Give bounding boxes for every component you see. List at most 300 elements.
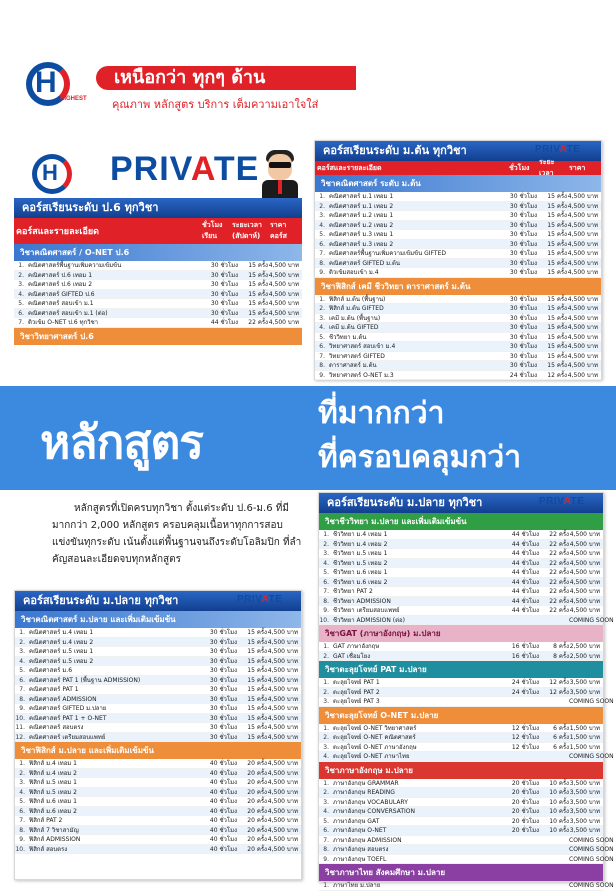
course-price: 4,500 บาท <box>569 540 600 548</box>
section-header: วิชาคณิตศาสตร์ / O-NET ป.6 <box>14 244 302 261</box>
banner-left: หลักสูตร <box>40 415 204 469</box>
course-hours: 30 ชั่วโมง <box>209 676 237 684</box>
course-name: ฟิสิกส์ 7 วิชาสามัญ <box>29 826 79 834</box>
course-hours: 12 ชั่วโมง <box>511 743 539 751</box>
headline-banner <box>0 386 616 490</box>
course-price: 4,500 บาท <box>267 724 298 731</box>
course-hours: 44 ชั่วโมง <box>511 578 539 586</box>
row-number: 3. <box>323 698 329 705</box>
brand-logo <box>26 62 88 106</box>
course-name: คณิตศาสตร์ ม.2 เทอม 2 <box>329 221 394 229</box>
course-name: คณิตศาสตร์ ม.1 เทอม 1 <box>329 193 394 200</box>
row-number: 7. <box>319 352 325 360</box>
row-number: 2. <box>319 305 325 312</box>
course-hours <box>509 616 539 625</box>
course-row <box>319 845 614 855</box>
course-price: 4,500 บาท <box>569 531 600 538</box>
course-hours: 30 ชั่วโมง <box>210 271 238 279</box>
mplai-left-sections <box>15 611 301 854</box>
course-name: ชีววิทยา เตรียมสอบแพทย์ <box>333 607 400 614</box>
course-name: คณิตศาสตร์ ม.1 เทอม 2 <box>329 202 394 210</box>
course-name: ชีววิทยา PAT 2 <box>333 588 373 595</box>
course-hours: 30 ชั่วโมง <box>509 221 537 229</box>
p6-course-panel <box>14 140 302 382</box>
course-hours: 30 ชั่วโมง <box>509 295 537 303</box>
course-price: 3,500 บาท <box>569 789 600 796</box>
course-name: คณิตศาสตร์ เตรียมสอบแพทย์ <box>29 733 106 741</box>
row-number: 3. <box>319 314 325 322</box>
course-weeks: 6 ครั้ง <box>553 734 569 741</box>
row-number: 1. <box>19 760 25 767</box>
course-row <box>315 352 601 362</box>
course-row <box>319 597 603 607</box>
course-name: ฟิสิกส์ ADMISSION <box>29 836 81 843</box>
course-weeks: 15 ครั้ง <box>247 714 267 722</box>
course-row <box>319 652 603 662</box>
course-hours: 30 ชั่วโมง <box>210 290 238 298</box>
logo-letter: H <box>35 66 57 99</box>
course-name: คณิตศาสตร์ สอบเข้า ม.1 <box>28 300 94 307</box>
col-price: ราคาคอร์ส <box>270 221 287 240</box>
row-number: 2. <box>323 688 329 696</box>
row-number: 2. <box>19 638 25 646</box>
course-weeks <box>539 836 569 845</box>
course-hours: 20 ชั่วโมง <box>511 789 539 796</box>
course-weeks: 15 ครั้ง <box>248 290 268 298</box>
course-name: ภาษาไทย ม.ปลาย <box>333 882 381 889</box>
row-number: 4. <box>323 559 329 567</box>
section-header: วิชาชีววิทยา ม.ปลาย และเพิ่มเติมเข้มข้น <box>319 513 603 530</box>
course-name: ฟิสิกส์ ม.6 เทอม 2 <box>29 807 77 815</box>
course-row <box>319 798 603 808</box>
course-price: 4,500 บาท <box>567 352 598 360</box>
course-weeks: 12 ครั้ง <box>549 679 569 686</box>
panel-title: คอร์สเรียนระดับ ป.6 ทุกวิชา <box>14 198 302 218</box>
course-price: 4,500 บาท <box>567 269 598 276</box>
course-row <box>319 826 603 836</box>
course-name: คณิตศาสตร์ GIFTED ม.ต้น <box>329 259 400 267</box>
course-price: 4,500 บาท <box>569 559 600 567</box>
course-weeks: 8 ครั้ง <box>553 643 569 650</box>
course-price: 3,500 บาท <box>569 827 600 834</box>
course-weeks: 15 ครั้ง <box>247 676 267 684</box>
course-row <box>319 642 603 652</box>
course-price: 4,500 บาท <box>267 760 298 767</box>
row-number: 5. <box>319 231 325 238</box>
course-row <box>319 697 614 707</box>
course-hours: 12 ชั่วโมง <box>511 724 539 732</box>
course-name: ภาษาอังกฤษ สอบตรง <box>333 846 389 853</box>
course-row <box>15 835 301 845</box>
course-row <box>315 342 601 352</box>
course-hours: 30 ชั่วโมง <box>209 714 237 722</box>
course-hours: 30 ชั่วโมง <box>209 686 237 693</box>
course-hours: 30 ชั่วโมง <box>509 352 537 360</box>
course-row <box>315 371 601 381</box>
course-row <box>14 290 302 300</box>
course-row <box>319 688 603 698</box>
course-weeks: 15 ครั้ง <box>247 724 267 731</box>
course-row <box>15 845 301 855</box>
course-hours: 30 ชั่วโมง <box>509 314 537 322</box>
course-weeks: 15 ครั้ง <box>247 657 267 665</box>
course-weeks: 15 ครั้ง <box>247 648 267 655</box>
course-hours: 40 ชั่วโมง <box>209 760 237 767</box>
table-header <box>14 218 302 244</box>
course-name: ฟิสิกส์ ม.5 เทอม 2 <box>29 788 77 796</box>
course-weeks <box>539 845 569 854</box>
course-hours: 30 ชั่วโมง <box>509 202 537 210</box>
course-name: คณิตศาสตร์ ม.5 เทอม 1 <box>29 648 94 655</box>
course-row <box>15 733 301 743</box>
course-row <box>14 271 302 281</box>
row-number: 3. <box>323 550 329 557</box>
course-weeks: 15 ครั้ง <box>247 686 267 693</box>
course-hours: 30 ชั่วโมง <box>209 657 237 665</box>
course-row <box>15 723 301 733</box>
row-number: 2. <box>18 271 24 279</box>
course-name: ชีววิทยา ADMISSION <box>333 597 391 605</box>
course-weeks: 15 ครั้ง <box>248 309 268 317</box>
row-number: 4. <box>19 788 25 796</box>
course-hours: 30 ชั่วโมง <box>509 212 537 219</box>
row-number: 1. <box>319 295 325 303</box>
course-weeks: 15 ครั้ง <box>547 193 567 200</box>
col-weeks: ระยะเวลา (สัปดาห์) <box>232 221 262 240</box>
course-name: ภาษาอังกฤษ GRAMMAR <box>333 779 399 787</box>
row-number: 12. <box>15 733 25 741</box>
course-weeks: 22 ครั้ง <box>549 569 569 576</box>
intro-paragraph: หลักสูตรที่เปิดครบทุกวิชา ตั้งแต่ระดับ ป.6-ม.6 ที่มีมากกว่า 2,000 หลักสูตร ครอบคลุมเนื้อหาทุกการสอบแข่งขันทุกระดับ เน้นตั้งแต่พื้นฐานจนถึงระดับโอลิมปิก ที่ลำคัญสอนละเอียดจบทุกหลักสูตร <box>52 503 302 565</box>
course-price: 4,500 บาท <box>569 550 600 557</box>
course-name: วิทยาศาสตร์ GIFTED <box>329 352 385 360</box>
course-row <box>319 855 614 865</box>
course-row <box>319 788 603 798</box>
course-name: คณิตศาสตร์ PAT 1 + O-NET <box>29 714 107 722</box>
course-price: 4,500 บาท <box>567 231 598 238</box>
course-weeks <box>539 752 569 761</box>
course-hours: 30 ชั่วโมง <box>509 305 537 312</box>
course-row <box>15 685 301 695</box>
course-name: ชีววิทยา ม.6 เทอม 1 <box>333 569 388 576</box>
course-row <box>319 807 603 817</box>
row-number: 3. <box>319 212 325 219</box>
row-number: 8. <box>19 826 25 834</box>
course-name: ชีววิทยา ม.6 เทอม 2 <box>333 578 388 586</box>
course-price: 4,500 บาท <box>267 714 298 722</box>
course-name: คณิตศาสตร์ ป.6 เทอม 2 <box>28 281 93 288</box>
course-weeks: 20 ครั้ง <box>247 836 267 843</box>
row-number: 6. <box>19 807 25 815</box>
course-row <box>15 676 301 686</box>
course-row <box>14 299 302 309</box>
row-number: 7. <box>319 250 325 257</box>
private-badge: PRIVATE <box>539 496 585 507</box>
course-hours: 30 ชั่วโมง <box>509 333 537 341</box>
section-header: วิชาฟิสิกส์ ม.ปลาย และเพิ่มเติมเข้มข้น <box>15 742 301 759</box>
course-hours: 30 ชั่วโมง <box>509 362 537 369</box>
row-number: 1. <box>323 531 329 538</box>
course-hours <box>509 836 539 845</box>
course-row <box>319 752 614 762</box>
course-price: 1,500 บาท <box>569 734 600 741</box>
course-weeks: 22 ครั้ง <box>549 607 569 614</box>
row-number: 3. <box>18 281 24 288</box>
course-name: ชีววิทยา ม.4 เทอม 1 <box>333 531 388 538</box>
course-hours <box>509 752 539 761</box>
course-name: ฟิสิกส์ ม.ต้น (พื้นฐาน) <box>329 295 386 303</box>
course-price: 4,500 บาท <box>267 686 298 693</box>
course-price: COMING SOON <box>569 855 614 863</box>
course-hours: 24 ชั่วโมง <box>511 688 539 696</box>
course-price: 4,500 บาท <box>267 807 298 815</box>
row-number: 5. <box>19 667 25 674</box>
course-name: ฟิสิกส์ ม.6 เทอม 1 <box>29 798 77 805</box>
course-price: 4,500 บาท <box>268 281 299 288</box>
course-row <box>319 881 614 891</box>
course-price: 3,500 บาท <box>569 779 600 787</box>
course-weeks: 22 ครั้ง <box>549 559 569 567</box>
slogan: เหนือกว่า ทุกๆ ด้าน <box>96 66 356 90</box>
course-hours: 30 ชั่วโมง <box>509 343 537 350</box>
course-row <box>319 733 603 743</box>
course-name: คณิตศาสตร์พื้นฐานเพิ่มความเข้มข้น GIFTED <box>329 250 446 257</box>
course-weeks: 20 ครั้ง <box>247 779 267 786</box>
course-price: 4,500 บาท <box>267 705 298 712</box>
col-hours: ชั่วโมง <box>509 163 530 172</box>
course-row <box>319 530 603 540</box>
row-number: 1. <box>323 779 329 787</box>
row-number: 1. <box>18 262 24 269</box>
course-row <box>319 724 603 734</box>
row-number: 9. <box>323 607 329 614</box>
course-weeks: 10 ครั้ง <box>549 798 569 806</box>
course-hours: 30 ชั่วโมง <box>210 262 238 269</box>
course-weeks: 22 ครั้ง <box>549 550 569 557</box>
course-name: ตะลุยโจทย์ O-NET วิทยาศาสตร์ <box>333 724 417 732</box>
course-weeks: 10 ครั้ง <box>549 817 569 825</box>
course-name: คณิตศาสตร์ ป.6 เทอม 1 <box>28 271 93 279</box>
course-row <box>319 817 603 827</box>
row-number: 5. <box>19 798 25 805</box>
course-hours: 30 ชั่วโมง <box>209 733 237 741</box>
course-row <box>315 268 601 278</box>
course-hours: 30 ชั่วโมง <box>509 269 537 276</box>
course-row <box>315 249 601 259</box>
course-hours: 40 ชั่วโมง <box>209 817 237 824</box>
course-price: 4,500 บาท <box>267 629 298 636</box>
course-hours <box>509 855 539 864</box>
course-weeks: 15 ครั้ง <box>547 333 567 341</box>
brand-logo-small <box>32 154 72 194</box>
course-hours: 44 ชั่วโมง <box>511 597 539 605</box>
course-weeks: 15 ครั้ง <box>547 362 567 369</box>
course-price: 4,500 บาท <box>267 788 298 796</box>
course-hours: 44 ชั่วโมง <box>511 540 539 548</box>
course-price: 4,500 บาท <box>567 259 598 267</box>
course-name: ภาษาอังกฤษ READING <box>333 789 395 796</box>
row-number: 3. <box>323 743 329 751</box>
row-number: 5. <box>18 300 24 307</box>
course-row <box>15 826 301 836</box>
course-name: GAT เชื่อมโยง <box>333 652 371 660</box>
p6-table <box>14 198 302 345</box>
course-row <box>319 587 603 597</box>
course-row <box>15 666 301 676</box>
course-weeks: 22 ครั้ง <box>248 319 268 326</box>
course-name: คณิตศาสตร์ ม.4 เทอม 2 <box>29 638 94 646</box>
row-number: 8. <box>319 259 325 267</box>
mplai-left-panel <box>14 590 302 880</box>
course-price: COMING SOON <box>569 616 614 624</box>
course-price: 3,500 บาท <box>569 688 600 696</box>
course-price: 4,500 บาท <box>567 305 598 312</box>
course-name: ภาษาอังกฤษ CONVERSATION <box>333 808 415 815</box>
row-number: 9. <box>19 705 25 712</box>
section-header: วิชาคณิตศาสตร์ ระดับ ม.ต้น <box>315 175 601 192</box>
course-price: COMING SOON <box>569 846 614 853</box>
course-weeks: 10 ครั้ง <box>549 808 569 815</box>
row-number: 9. <box>19 836 25 843</box>
course-name: ภาษาอังกฤษ O-NET <box>333 827 387 834</box>
row-number: 7. <box>323 588 329 595</box>
course-row <box>15 778 301 788</box>
section-header: วิชาคณิตศาสตร์ ม.ปลาย และเพิ่มเติมเข้มข้น <box>15 611 301 628</box>
course-price: 4,500 บาท <box>267 798 298 805</box>
course-name: ตะลุยโจทย์ O-NET คณิตศาสตร์ <box>333 734 416 741</box>
course-weeks: 15 ครั้ง <box>547 314 567 322</box>
panel-title: คอร์สเรียนระดับ ม.ปลาย ทุกวิชา <box>15 591 301 611</box>
course-price: 4,500 บาท <box>569 578 600 586</box>
course-weeks: 15 ครั้ง <box>547 352 567 360</box>
course-hours: 40 ชั่วโมง <box>209 845 237 853</box>
row-number: 5. <box>319 333 325 341</box>
course-row <box>15 759 301 769</box>
course-price: 4,500 บาท <box>569 597 600 605</box>
course-price: 4,500 บาท <box>267 695 298 703</box>
course-hours: 44 ชั่วโมง <box>511 550 539 557</box>
course-row <box>315 323 601 333</box>
course-price: 4,500 บาท <box>267 769 298 777</box>
private-badge: PRIVATE <box>535 144 581 155</box>
course-hours <box>509 697 539 706</box>
course-hours: 16 ชั่วโมง <box>511 643 539 650</box>
course-price: 4,500 บาท <box>268 271 299 279</box>
course-row <box>15 816 301 826</box>
course-price: 4,500 บาท <box>567 212 598 219</box>
row-number: 11. <box>15 724 25 731</box>
row-number: 2. <box>323 652 329 660</box>
course-weeks: 15 ครั้ง <box>547 221 567 229</box>
course-price: 3,500 บาท <box>569 817 600 825</box>
course-name: คณิตศาสตร์ ม.4 เทอม 1 <box>29 629 94 636</box>
course-price: 4,500 บาท <box>567 343 598 350</box>
private-badge: PRIVATE <box>237 594 283 605</box>
course-hours: 44 ชั่วโมง <box>210 319 238 326</box>
course-hours: 24 ชั่วโมง <box>509 371 537 379</box>
course-name: คณิตศาสตร์ สอบตรง <box>29 724 84 731</box>
course-price: 3,500 บาท <box>569 679 600 686</box>
row-number: 4. <box>18 290 24 298</box>
course-weeks: 15 ครั้ง <box>247 705 267 712</box>
course-hours: 44 ชั่วโมง <box>511 569 539 576</box>
course-weeks: 15 ครั้ง <box>547 250 567 257</box>
logo-sub: HIGHEST <box>60 96 87 102</box>
course-name: ชีววิทยา ม.5 เทอม 2 <box>333 559 388 567</box>
row-number: 1. <box>19 629 25 636</box>
course-weeks: 6 ครั้ง <box>553 724 569 732</box>
row-number: 2. <box>323 789 329 796</box>
course-hours: 40 ชั่วโมง <box>209 826 237 834</box>
course-row <box>319 779 603 789</box>
course-name: คณิตศาสตร์ ม.5 เทอม 2 <box>29 657 94 665</box>
course-price: 4,500 บาท <box>268 290 299 298</box>
course-hours <box>509 881 539 890</box>
course-row <box>15 714 301 724</box>
course-row <box>319 836 614 846</box>
course-weeks: 20 ครั้ง <box>247 817 267 824</box>
course-hours: 40 ชั่วโมง <box>209 836 237 843</box>
course-row <box>319 743 603 753</box>
course-row <box>315 240 601 250</box>
course-name: เคมี ม.ต้น GIFTED <box>329 324 379 331</box>
mplai-right-sections <box>319 513 614 891</box>
course-row <box>15 704 301 714</box>
course-hours: 30 ชั่วโมง <box>209 638 237 646</box>
row-number: 4. <box>19 657 25 665</box>
course-row <box>319 549 603 559</box>
course-hours: 30 ชั่วโมง <box>209 705 237 712</box>
course-name: เคมี ม.ต้น (พื้นฐาน) <box>329 314 381 322</box>
course-row <box>15 797 301 807</box>
course-weeks: 20 ครั้ง <box>247 807 267 815</box>
course-weeks: 22 ครั้ง <box>549 597 569 605</box>
course-weeks: 15 ครั้ง <box>247 638 267 646</box>
row-number: 2. <box>19 769 25 777</box>
course-price: 4,500 บาท <box>567 240 598 248</box>
course-price: 3,500 บาท <box>569 808 600 815</box>
course-row <box>15 647 301 657</box>
course-name: ตะลุยโจทย์ O-NET ภาษาอังกฤษ <box>333 743 417 751</box>
course-hours: 44 ชั่วโมง <box>511 559 539 567</box>
banner-right-1: ที่มากกว่า <box>318 396 445 431</box>
course-hours: 44 ชั่วโมง <box>511 607 539 614</box>
course-row <box>315 295 601 305</box>
course-weeks: 15 ครั้ง <box>247 733 267 741</box>
course-weeks: 10 ครั้ง <box>549 779 569 787</box>
section-header: วิชาตะลุยโจทย์ O-NET ม.ปลาย <box>319 707 603 724</box>
course-hours: 30 ชั่วโมง <box>509 250 537 257</box>
row-number: 6. <box>319 343 325 350</box>
section-header: วิชาภาษาอังกฤษ ม.ปลาย <box>319 762 603 779</box>
course-name: ฟิสิกส์ ม.ต้น GIFTED <box>329 305 384 312</box>
course-row <box>315 361 601 371</box>
row-number: 6. <box>18 309 24 317</box>
course-weeks: 10 ครั้ง <box>549 789 569 796</box>
course-price: 4,500 บาท <box>267 826 298 834</box>
course-weeks: 20 ครั้ง <box>247 798 267 805</box>
banner-right-2: ที่ครอบคลุมกว่า <box>318 440 522 475</box>
col-course: คอร์สและรายละเอียด <box>16 227 100 237</box>
row-number: 10. <box>15 714 25 722</box>
course-row <box>15 769 301 779</box>
course-row <box>14 280 302 290</box>
course-row <box>315 259 601 269</box>
course-row <box>319 578 603 588</box>
row-number: 8. <box>319 362 325 369</box>
col-course: คอร์สและรายละเอียด <box>317 163 382 172</box>
course-name: คณิตศาสตร์ ม.3 เทอม 1 <box>329 231 394 238</box>
